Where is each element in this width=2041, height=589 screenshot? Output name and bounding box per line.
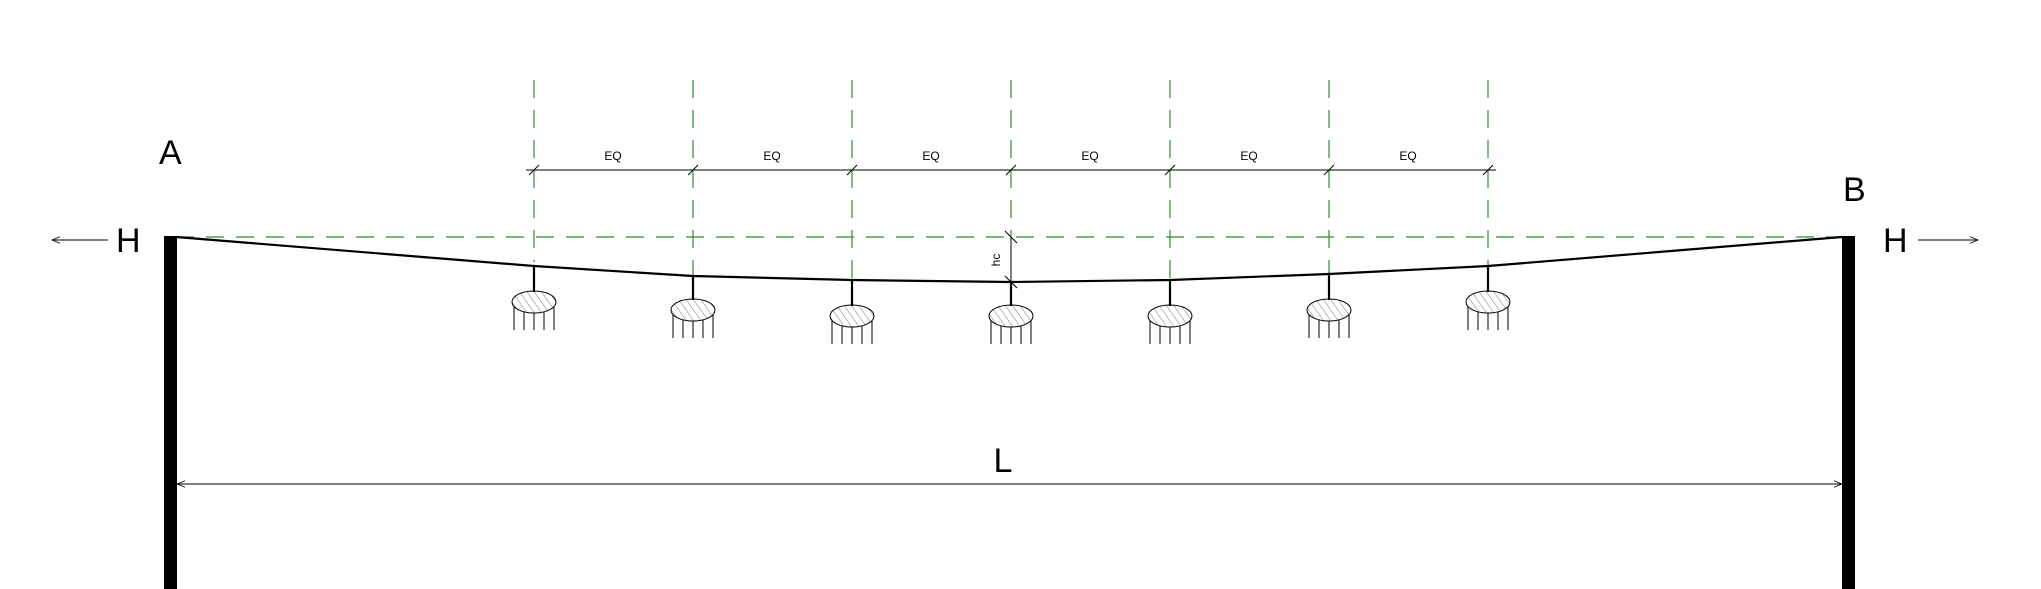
cable-line	[176, 237, 1842, 282]
span-label: L	[993, 442, 1013, 480]
conductor-5	[1148, 280, 1192, 344]
conductor-7	[1466, 266, 1510, 330]
conductor-1	[512, 266, 556, 330]
sag-label: hc	[989, 253, 1003, 267]
conductor-top-2	[671, 299, 715, 321]
conductor-top-1	[512, 291, 556, 313]
spacing-label-4: EQ	[1081, 149, 1099, 163]
conductor-top-3	[830, 305, 874, 327]
conductor-top-6	[1307, 299, 1351, 321]
support-label-a: A	[159, 134, 182, 172]
support-post-b	[1842, 236, 1855, 589]
spacing-label-1: EQ	[604, 149, 622, 163]
conductor-6	[1307, 274, 1351, 338]
conductor-3	[830, 280, 874, 344]
spacing-label-5: EQ	[1240, 149, 1258, 163]
spacing-label-2: EQ	[763, 149, 781, 163]
conductor-4	[989, 282, 1033, 344]
conductor-top-7	[1466, 291, 1510, 313]
support-label-b: B	[1843, 171, 1866, 209]
tension-label-left: H	[116, 222, 141, 260]
tension-label-right: H	[1883, 222, 1908, 260]
support-post-a	[164, 236, 177, 589]
conductor-top-4	[989, 305, 1033, 327]
conductor-2	[671, 276, 715, 338]
spacing-label-3: EQ	[922, 149, 940, 163]
conductor-top-5	[1148, 305, 1192, 327]
sag-dimension	[989, 231, 1017, 288]
spacing-label-6: EQ	[1399, 149, 1417, 163]
